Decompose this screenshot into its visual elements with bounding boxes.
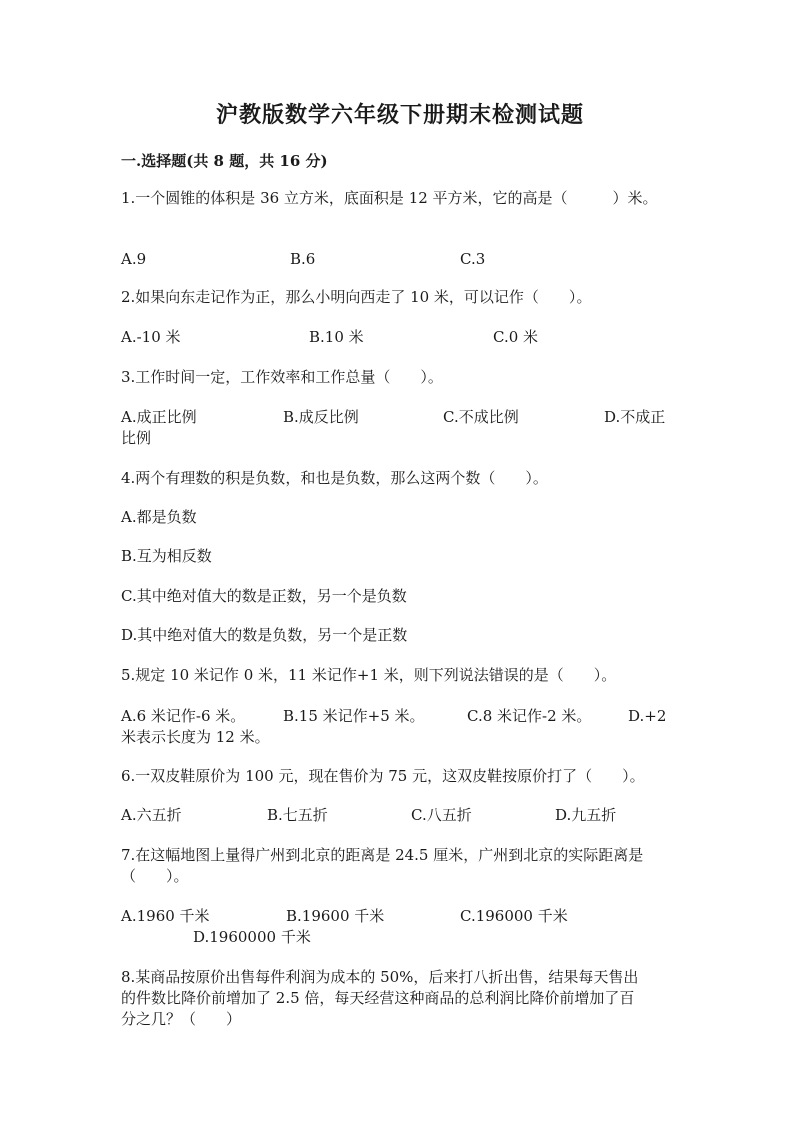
- q5-option-a[interactable]: A.6 米记作-6 米。: [121, 707, 246, 725]
- question-7-line-1: 7.在这幅地图上量得广州到北京的距离是 24.5 厘米，广州到北京的实际距离是: [121, 846, 644, 864]
- q1-option-a[interactable]: A.9: [121, 250, 147, 268]
- q5-option-d-continued: 米表示长度为 12 米。: [121, 728, 270, 746]
- question-7-line-2: （ ）。: [121, 867, 189, 885]
- q4-option-b[interactable]: B.互为相反数: [121, 547, 212, 565]
- question-6: 6.一双皮鞋原价为 100 元，现在售价为 75 元，这双皮鞋按原价打了（ ）。: [121, 767, 645, 785]
- question-1: 1.一个圆锥的体积是 36 立方米，底面积是 12 平方米，它的高是（ ）米。: [121, 189, 658, 207]
- q7-option-b[interactable]: B.19600 千米: [286, 907, 385, 925]
- q4-option-d[interactable]: D.其中绝对值大的数是负数，另一个是正数: [121, 626, 408, 644]
- section-heading: 一.选择题(共 8 题，共 16 分): [121, 152, 328, 170]
- q7-option-c[interactable]: C.196000 千米: [460, 907, 568, 925]
- q6-option-b[interactable]: B.七五折: [267, 806, 328, 824]
- q2-option-b[interactable]: B.10 米: [309, 328, 364, 346]
- q4-option-c[interactable]: C.其中绝对值大的数是正数，另一个是负数: [121, 587, 407, 605]
- q6-option-a[interactable]: A.六五折: [121, 806, 182, 824]
- question-8-line-1: 8.某商品按原价出售每件利润为成本的 50%，后来打八折出售，结果每天售出: [121, 968, 639, 986]
- question-8-line-2: 的件数比降价前增加了 2.5 倍，每天经营这种商品的总利润比降价前增加了百: [121, 989, 635, 1007]
- q3-option-c[interactable]: C.不成比例: [443, 408, 519, 426]
- q5-option-d[interactable]: D.+2: [628, 707, 667, 725]
- q6-option-d[interactable]: D.九五折: [555, 806, 617, 824]
- q3-option-b[interactable]: B.成反比例: [283, 408, 359, 426]
- q7-option-d[interactable]: D.1960000 千米: [193, 928, 311, 946]
- q5-option-b[interactable]: B.15 米记作+5 米。: [283, 707, 425, 725]
- question-8-line-3: 分之几？（ ）: [121, 1010, 242, 1028]
- q2-option-a[interactable]: A.-10 米: [121, 328, 181, 346]
- q3-option-d-continued: 比例: [121, 429, 152, 447]
- question-2: 2.如果向东走记作为正，那么小明向西走了 10 米，可以记作（ ）。: [121, 288, 592, 306]
- q3-option-a[interactable]: A.成正比例: [121, 408, 197, 426]
- q1-option-b[interactable]: B.6: [290, 250, 316, 268]
- q3-option-d[interactable]: D.不成正: [604, 408, 666, 426]
- question-5: 5.规定 10 米记作 0 米，11 米记作+1 米，则下列说法错误的是（ ）。: [121, 666, 617, 684]
- page-title: 沪教版数学六年级下册期末检测试题: [215, 102, 584, 128]
- q7-option-a[interactable]: A.1960 千米: [121, 907, 210, 925]
- q1-option-c[interactable]: C.3: [460, 250, 486, 268]
- q2-option-c[interactable]: C.0 米: [493, 328, 539, 346]
- q6-option-c[interactable]: C.八五折: [411, 806, 472, 824]
- q4-option-a[interactable]: A.都是负数: [121, 508, 197, 526]
- q5-option-c[interactable]: C.8 米记作-2 米。: [467, 707, 592, 725]
- question-3: 3.工作时间一定，工作效率和工作总量（ ）。: [121, 368, 443, 386]
- question-4: 4.两个有理数的积是负数，和也是负数，那么这两个数（ ）。: [121, 469, 548, 487]
